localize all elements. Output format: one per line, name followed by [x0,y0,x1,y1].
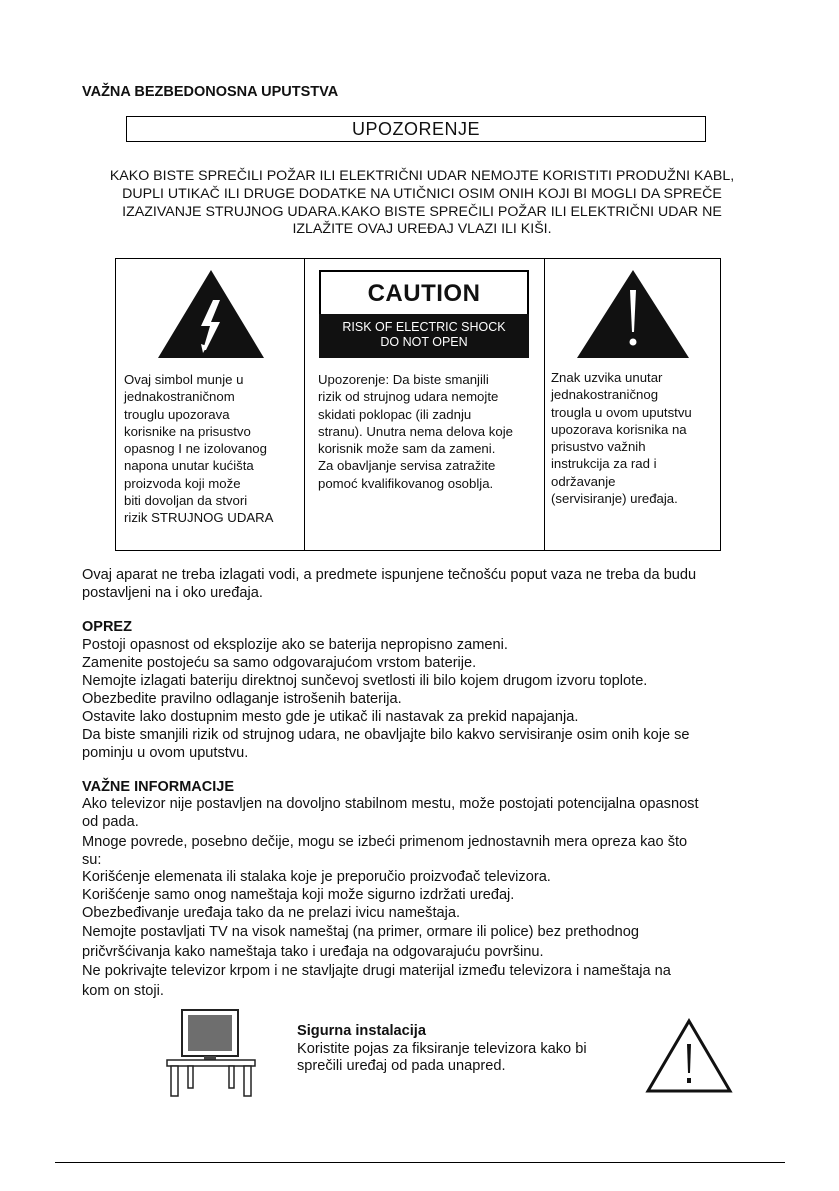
list-item: pričvršćivanja kako nameštaja tako i uređaja na odgovarajuću površinu. [82,944,544,960]
warning-line: KAKO BISTE SPREČILI POŽAR ILI ELEKTRIČNI UDAR NEMOJTE KORISTITI PRODUŽNI KABL, [109,168,735,184]
text-line: upozorava korisnika na [551,421,687,437]
list-item: Obezbeđivanje uređaja tako da ne prelazi ivicu nameštaja. [82,905,461,921]
text-line: proizvoda koji može [124,475,241,491]
text-line: instrukcija za rad i [551,456,657,472]
text-line: korisnik može sam da zameni. [318,441,496,457]
list-item: pominju u ovom uputstvu. [82,745,249,761]
vazne-heading: VAŽNE INFORMACIJE [82,779,234,795]
caution-sub-line: DO NOT OPEN [380,335,468,349]
text-line: prisustvo važnih [551,439,646,455]
warning-line: DUPLI UTIKAČ ILI DRUGE DODATKE NA UTIČNICI OSIM ONIH KOJI BI MOGLI DA SPREČE [122,185,722,202]
table-divider [544,259,545,550]
text-line: rizik od strujnog udara nemojte [318,389,499,405]
list-item: Da biste smanjili rizik od strujnog udara, ne obavljajte bilo kakvo servisiranje osim onih koje se [82,727,690,743]
list-item: od pada. [82,814,139,830]
text-line: Upozorenje: Da biste smanjili [318,372,489,387]
warning-line: IZLAŽITE OVAJ UREĐAJ VLAZI ILI KIŠI. [292,221,552,238]
list-item: Ne pokrivajte televizor krpom i ne stavljajte drugi materijal između televizora i nameštaja na [82,963,671,979]
caution-sub-line: RISK OF ELECTRIC SHOCK [342,320,506,334]
text-line: Ovaj aparat ne treba izlagati vodi, a predmete ispunjene tečnošću poput vaza ne treba da budu [82,567,697,583]
list-item: su: [82,852,102,868]
text-line: opasnog I ne izolovanog [124,441,267,457]
oprez-heading: OPREZ [82,619,132,635]
oprez-list [82,636,690,762]
text-line: trougla u ovom uputstvu [551,404,692,420]
text-line: Za obavljanje servisa zatražite [318,458,496,474]
list-item: Mnoge povrede, posebno dečije, mogu se izbeći primenom jednostavnih mera opreza kao što [82,834,688,850]
list-item: Postoji opasnost od eksplozije ako se baterija nepropisno zameni. [82,637,508,653]
text-line: pomoć kvalifikovanog osoblja. [318,475,494,491]
symbol-description-caution [318,371,513,492]
table-divider [304,259,305,550]
list-item: Ostavite lako dostupnim mesto gde je utikač ili nastavak za prekid napajanja. [82,709,579,725]
caution-label [319,270,529,358]
caution-title: CAUTION [319,270,529,314]
warning-line: IZAZIVANJE STRUJNOG UDARA.KAKO BISTE SPREČILI POŽAR ILI ELEKTRIČNI UDAR NE [122,203,722,220]
text-line: Koristite pojas za fiksiranje televizora kako bi [297,1040,587,1057]
safe-install-block [297,1023,587,1076]
warning-box: UPOZORENJE [126,116,706,142]
text-line: biti dovoljan da stvori [124,493,248,509]
text-line: Ovaj simbol munje u [124,372,244,387]
list-item: Korišćenje elemenata ili stalaka koje je preporučio proizvođač televizora. [82,869,551,885]
list-item: Ako televizor nije postavljen na dovoljno stabilnom mestu, može postojati potencijalna opasnost [82,796,699,812]
text-line: jednakostraničnom [124,389,235,405]
bottom-divider [55,1162,785,1163]
warning-triangle-icon [645,1018,733,1094]
list-item: Nemojte izlagati bateriju direktnoj sunčevoj svetlosti ili bilo kojem drugom izvoru toplote. [82,673,648,689]
text-line: sprečili uređaj od pada unapred. [297,1058,506,1074]
text-line: jednakostraničnog [551,387,659,403]
lightning-triangle-icon [158,270,264,358]
list-item: kom on stoji. [82,983,164,999]
caution-subtitle [319,314,529,358]
water-note [82,566,696,602]
text-line: Znak uzvika unutar [551,370,663,385]
text-line: trouglu upozorava [124,406,230,422]
text-line: napona unutar kućišta [124,458,254,474]
text-line: postavljeni na i oko uređaja. [82,585,263,601]
safe-install-heading: Sigurna instalacija [297,1023,426,1039]
warning-text [72,168,772,239]
text-line: korisnike na prisustvo [124,423,251,439]
list-item: Obezbedite pravilno odlaganje istrošenih baterija. [82,691,402,707]
list-item: Korišćenje samo onog nameštaja koji može sigurno izdržati uređaj. [82,887,515,903]
text-line: rizik STRUJNOG UDARA [124,510,274,526]
text-line: stranu). Unutra nema delova koje [318,423,513,439]
exclamation-triangle-icon [577,270,689,358]
tv-on-table-icon [166,1008,256,1100]
text-line: (servisiranje) uređaja. [551,491,678,507]
symbol-description-exclamation [551,369,692,507]
text-line: skidati poklopac (ili zadnju [318,406,472,422]
text-line: održavanje [551,473,616,489]
list-item: Zamenite postojeću sa samo odgovarajućom vrstom baterije. [82,655,477,671]
page-title: VAŽNA BEZBEDONOSNA UPUTSTVA [82,84,339,100]
symbol-description-lightning [124,371,273,527]
list-item: Nemojte postavljati TV na visok nameštaj (na primer, ormare ili police) bez prethodnog [82,924,639,940]
